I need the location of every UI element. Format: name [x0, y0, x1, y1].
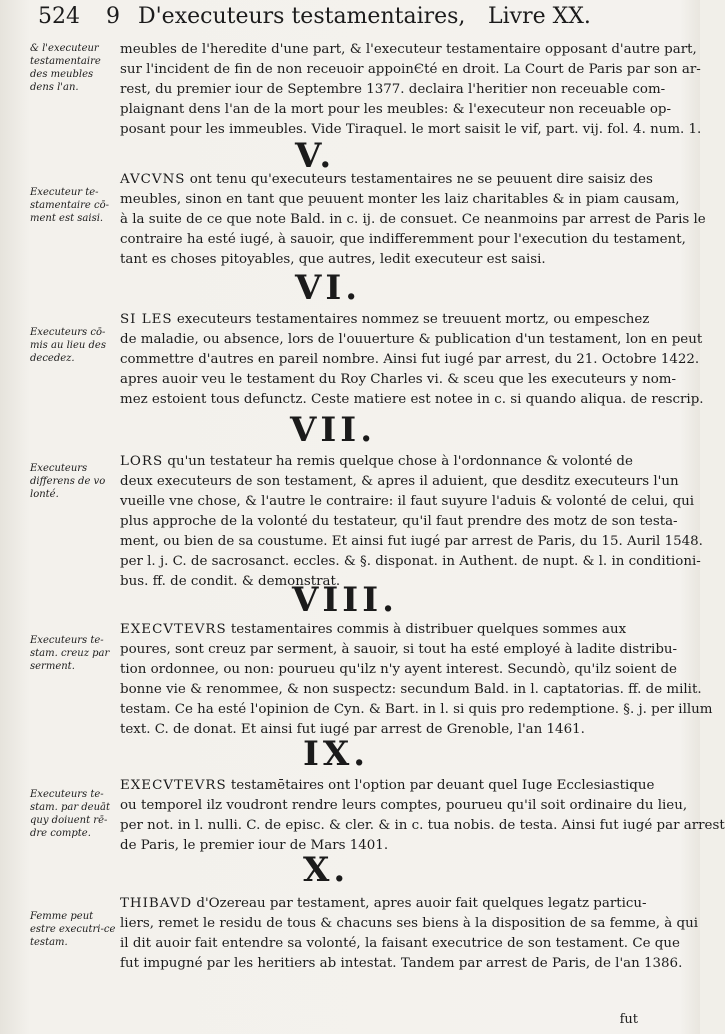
margin-note-x: Femme peut estre executri-ce testam.	[30, 911, 116, 948]
text-line: bonne vie & renommee, & non suspectz: secundum Bald. in l. captatorias. ff. de milit.	[120, 682, 702, 697]
text-line: deux executeurs de son testament, & apres il aduient, que desditz executeurs l'un	[120, 474, 679, 489]
text-line: ment, ou bien de sa coustume. Et ainsi fut iugé par arrest de Paris, du 15. Auril 1548.	[120, 534, 703, 549]
text-line: contraire ha esté iugé, à sauoir, que indifferemment pour l'execution du testament,	[120, 232, 686, 247]
book-label: Livre XX.	[488, 4, 591, 29]
lead-word: EXECVTEVRS	[120, 778, 227, 793]
text-line-content: ont tenu qu'executeurs testamentaires ne se peuuent dire saisiz des	[189, 172, 653, 187]
signature-mark: 9	[106, 4, 120, 29]
text-line: text. C. de donat. Et ainsi fut iugé par arrest de Grenoble, l'an 1461.	[120, 722, 585, 737]
margin-note-ix: Executeurs te-stam. par deuāt quy doiuent rē-dre compte.	[30, 789, 111, 839]
text-line: bus. ff. de condit. & demonstrat.	[120, 574, 341, 589]
lead-word: SI LES	[120, 312, 173, 327]
margin-note-intro: & l'executeur testamentaire des meubles dens l'an.	[30, 43, 101, 93]
margin-note-vii: Executeurs differens de vo lonté.	[30, 463, 106, 500]
text-line: sur l'incident de fin de non receuoir appoinЄté en droit. La Court de Paris par son ar-	[120, 62, 701, 77]
text-line	[120, 894, 647, 914]
paragraph-v	[120, 170, 706, 270]
text-line: meubles de l'heredite d'une part, & l'executeur testamentaire opposant d'autre part,	[120, 42, 697, 57]
lead-word: EXECVTEVRS	[120, 622, 227, 637]
text-line	[120, 452, 632, 472]
paragraph-viii	[120, 620, 713, 740]
text-line: plaignant dens l'an de la mort pour les meubles: & l'executeur non receuable op-	[120, 102, 671, 117]
paragraph-x	[120, 894, 699, 974]
text-line: rest, du premier iour de Septembre 1377. declaira l'heritier non receuable com-	[120, 82, 666, 97]
lead-word: LORS	[120, 454, 164, 469]
catchword: fut	[619, 1012, 638, 1027]
running-title: D'executeurs testamentaires,	[138, 4, 466, 29]
paragraph-vii	[120, 452, 703, 592]
text-line: apres auoir veu le testament du Roy Charles vi. & sceu que les executeurs y nom-	[120, 372, 677, 387]
text-line: per not. in l. nulli. C. de episc. & cler. & in c. tua nobis. de testa. Ainsi fut iugé par arrest	[120, 818, 725, 833]
text-line: tant es choses pitoyables, que autres, ledit executeur est saisi.	[120, 252, 546, 267]
section-heading-x: X.	[303, 850, 350, 890]
running-header	[38, 4, 678, 34]
text-line: liers, remet le residu de tous & chacuns ses biens à la disposition de sa femme, à qui	[120, 916, 699, 931]
text-line: de maladie, ou absence, lors de l'ouuerture & publication d'un testament, lon en peut	[120, 332, 703, 347]
text-line: commettre d'autres en pareil nombre. Ainsi fut iugé par arrest, du 21. Octobre 1422.	[120, 352, 700, 367]
text-line: il dit auoir fait entendre sa volonté, la faisant executrice de son testament. Ce que	[120, 936, 680, 951]
paragraph-intro	[120, 40, 702, 140]
text-line: à la suite de ce que note Bald. in c. ij. de consuet. Ce neanmoins par arrest de Paris le	[120, 212, 706, 227]
section-heading-vi: VI.	[295, 268, 362, 308]
text-line: per l. j. C. de sacrosanct. eccles. & §. disponat. in Authent. de nupt. & l. in conditioni-	[120, 554, 701, 569]
text-line	[120, 310, 650, 330]
margin-note-viii: Executeurs te-stam. creuz par serment.	[30, 635, 110, 672]
text-line	[120, 620, 632, 640]
section-heading-ix: IX.	[303, 734, 370, 774]
paragraph-ix	[120, 776, 725, 856]
text-line: de Paris, le premier iour de Mars 1401.	[120, 838, 389, 853]
margin-note-v: Executeur te-stamentaire cō-ment est saisi.	[30, 187, 110, 224]
lead-word: THIBAVD	[120, 896, 193, 911]
text-line-content: executeurs testamentaires nommez se treuuent mortz, ou empeschez	[176, 312, 650, 327]
text-line: poures, sont creuz par serment, à sauoir, si tout ha esté employé à ladite distribu-	[120, 642, 678, 657]
text-line-content: testamētaires ont l'option par deuant quel Iuge Ecclesiastique	[230, 778, 655, 793]
section-heading-viii: VIII.	[292, 580, 398, 620]
text-line	[120, 776, 655, 796]
page-number: 524	[38, 4, 80, 29]
text-line: posant pour les immeubles. Vide Tiraquel. le mort saisit le vif, part. vij. fol. 4. num. 1.	[120, 122, 702, 137]
section-heading-v: V.	[295, 136, 336, 176]
text-line: mez estoient tous defunctz. Ceste matiere est notee in c. si quando aliqua. de rescrip.	[120, 392, 704, 407]
text-line: ou temporel ilz voudront rendre leurs comptes, pourueu qu'il soit ordinaire du lieu,	[120, 798, 688, 813]
text-line: tion ordonnee, ou non: pourueu qu'ilz n'y ayent interest. Secundò, qu'ilz soient de	[120, 662, 677, 677]
text-line	[120, 170, 653, 190]
paragraph-vi	[120, 310, 704, 410]
text-line: fut impugné par les heritiers ab intestat. Tandem par arrest de Paris, de l'an 1386.	[120, 956, 683, 971]
text-line: vueille vne chose, & l'autre le contraire: il faut suyure l'aduis & volonté de celui, qui	[120, 494, 695, 509]
section-heading-vii: VII.	[290, 410, 377, 450]
margin-note-vi: Executeurs cō-mis au lieu des decedez.	[30, 327, 106, 364]
text-line: plus approche de la volonté du testateur, qu'il faut prendre des motz de son testa-	[120, 514, 678, 529]
text-line: testam. Ce ha esté l'opinion de Cyn. & Bart. in l. si quis pro redemptione. §. j. per illum	[120, 702, 713, 717]
text-line: meubles, sinon en tant que peuuent monter les laiz charitables & in piam causam,	[120, 192, 680, 207]
text-line-content: testamentaires commis à distribuer quelques sommes aux	[230, 622, 627, 637]
text-line-content: qu'un testateur ha remis quelque chose à l'ordonnance & volonté de	[167, 454, 633, 469]
lead-word: AVCVNS	[120, 172, 186, 187]
text-line-content: d'Ozereau par testament, apres auoir fait quelques legatz particu-	[196, 896, 647, 911]
